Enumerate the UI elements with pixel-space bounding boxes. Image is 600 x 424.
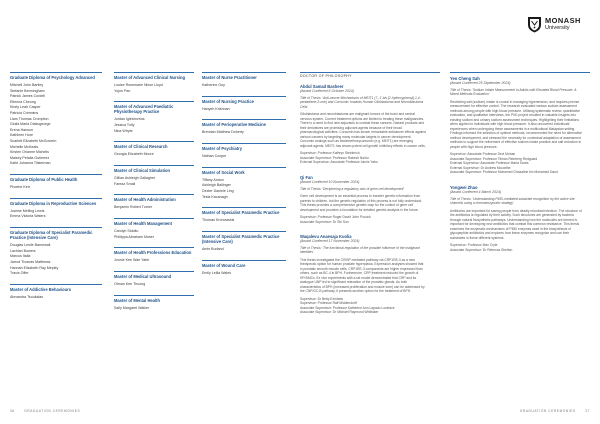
course-title: Graduate Diploma of Psychology Advanced [10,75,95,80]
graduate-name: Thomas Kronowskis [202,218,235,223]
supervisor-line: Supervisor: Professor Ralf Middendorff [300,301,357,306]
course-entry [202,207,286,224]
graduate-name: Yeo Cheng Sah [450,76,480,81]
footer-right [520,409,590,413]
course-title: Master of Specialist Paramedic Practice [202,210,280,216]
graduate-name: Erena Hanson [10,127,33,132]
thesis-abstract: Glioblastoma and neuroblastoma are malignant tumors of the brain and central nervous system. Current treatment options are limited to treating these malignancies. There is a need to find new adjuvants to combat these cancers. Natural products and their derivatives are promising adjuvant agents because of their broad pharmacological activities. Curcumin has shown remarkable anticancer effects against various cancers by targeting many molecular targets in cancer development. Curcumin analogs such as bisdemethoxycurcumin (e.g. MEIT1) are emerging adjuvant agents. MEIT1 has shown potent cell growth inhibitory effects in cancer cells. [300,112,426,148]
graduate-name: Georgia Elizabeth Moore [114,152,154,157]
course-entry [114,141,194,158]
graduate-name: Mitchell John Bartley [10,83,44,88]
course-entry [202,231,286,253]
course-title: Master of Medical Ultrasound [114,273,172,279]
supervisor-line: Supervisor: Professor Max Cryle [450,243,498,248]
award-date: (Award Conferred 4 March 2024) [450,190,502,194]
course-title: Master of Clinical Research [114,144,168,150]
thesis-abstract: This thesis investigated the CRISP mediated pathway via CRP1RE-3 as a new therapeutic option for human prostate hyperplasia. Expression analyses showed that in prostatic smooth muscle cells, CRP1RE-3 components are higher expressed than others, such as BC-4 in BPH. Furthermore, CRP treatment reduced the growth of HPrSMCs. Ex vivo experiments with a rat model demonstrated that CRP and its analogue UNP led to significant relaxation of the prostatic glands. As both characteristics of BPH (increased proliferation and muscle tone) can be addressed by the CNP/GC-B pathway, it presents another option for the treatment of BPH. [300,257,425,294]
supervisor-line: External Supervisor: Dr Andrew Mccarthe [450,165,511,170]
divider-rule [450,72,590,73]
graduate-name: Etienna Cheung [10,99,36,104]
supervisor-line: Associate Supervisor: Professor Mohamed Ghazaline bin Mohamed Daud [450,170,558,175]
supervisor-line: External Supervisor: Associate Professor Ionnis Yabu [300,160,378,165]
supervisor-line: Supervisor: Professor Kathryn Steinbrich [300,151,360,156]
course-title: Master of Wound Care [202,262,246,268]
award-date: (Award Conferred 6 October 2024) [300,89,354,94]
course-entry [10,284,102,301]
graduate-name: Waqalevu Anaesaja Kuolia [300,234,352,240]
course-entry [10,198,102,220]
thesis-entry [450,76,585,175]
graduate-name: Jordan Iglesborrius [114,117,145,122]
graduate-name: Liam Thomas Crompton [10,116,49,121]
graduate-name: Joanne Melling Lewis [10,208,45,213]
graduate-name: Douglas Leslie Barnewall [10,243,51,248]
course-entry [202,72,286,89]
graduate-name: Tesla Kavanagh [202,194,228,199]
graduate-name: Phoebe Kerr [10,185,31,190]
graduate-name: Patrick James Cordell [10,94,45,99]
graduate-name: Brendan Matthew Doherty [202,130,244,135]
graduate-name: Emma Victoria Waters [10,214,46,219]
award-date: (Award Conferred 10 November 2024) [300,180,360,184]
course-entry [114,247,194,264]
thesis-abstract: Restricting salt (sodium) intake is crucial in managing hypertension, and requires precise measurement for effective control. The research evaluated various sodium assessment methods among people with high blood pressure. Utilising systematic review, quantitative evaluation, and qualitative interviews, the PhD project resulted in valuable insights into existing sodium and urinary sodium assessment techniques. Highlighting their limitations when applied to individuals with high blood pressure. It also uncovered individuals' experiences when undergoing these assessments in a multicultural Malaysian setting. Findings informed the selection of optimal methods, recommended the need for alternative method development, and stressed the necessity for contextual adaptation of assessment methods to support the refinement of effective sodium intake practice and salt reduction in people with high blood pressure. [450,99,582,149]
graduate-name: Benjamin Robert Turner [114,205,153,210]
supervisor-line: Supervisor: Associate Professor Devi Mohan [450,152,516,157]
course-title: Master of Advanced Clinical Nursing [114,75,186,80]
course-entry [202,143,286,160]
supervisor-line: Associate Supervisor: Professor Rakesh Naidu [300,155,369,160]
course-entry [202,96,286,113]
graduate-name: Jessica Tully [114,123,135,128]
supervisor-line: Associate Supervisor: Professor Tilman Reinberg Redguard [450,156,538,161]
course-title: Master of Mental Health [114,297,160,303]
graduate-name: Tiffany Andon [202,177,224,182]
graduate-name: Hanyeh Krishnan [202,106,230,111]
supervisor-line: Associate Supervisor: Dr Michael Raymond Whittaker [300,310,379,315]
thesis-entry [450,185,585,252]
course-entry [114,271,194,288]
page-number: 36 [10,409,15,413]
graduate-name: Nina Whyte [114,128,133,133]
course-title: Master of Health Administration [114,197,176,203]
footer-label: GRADUATION CEREMONIES [24,409,81,413]
graduate-name: Abdul Samad Basheer [300,84,344,89]
supervisor-line: Associate Supervisor: Dr Shi Sun [300,219,349,224]
course-title: Master of Health Professions Education [114,250,192,256]
section-heading: DOCTOR OF PHILOSOPHY [300,74,352,78]
logo-subtext: University [545,24,570,31]
graduate-name: Kathleen Hore [10,133,33,138]
course-title: Master of Social Work [202,169,245,175]
graduate-name: Nathan Cooper [202,154,227,159]
graduate-name: Emily Leilla Wales [202,270,232,275]
course-title: Master of Advanced Paediatric Physiotherapy Practice [114,104,174,115]
footer-label: GRADUATION CEREMONIES [519,409,576,413]
supervisor-line: Associate Supervisor: Dr Rebecca Shelton [450,247,513,252]
course-entry [10,174,102,191]
graduate-name: Dexter Daniele Ling [202,189,234,194]
thesis-entry [300,84,426,165]
graduate-name: Alexandra Tsoukalas [10,294,44,299]
supervisor-line: Supervisor: Dr Betty Exintaris [300,296,344,301]
graduate-name: Carolyn Sidoltu [114,229,139,233]
graduate-name: Qi Fan [300,174,313,180]
graduate-name: Phillippa Abraham Moser [114,234,154,239]
graduate-name: Jarrod Thomas Matthews [10,259,51,264]
logo-wordmark: MONASH [545,15,581,25]
thesis-column-2 [450,76,585,262]
graduate-name: Maisey Petalia Gutierrez [10,155,50,160]
graduate-name: Gillian Ashleigh Gallagher [114,176,156,181]
course-entry [114,194,194,211]
thesis-column-1 [300,84,426,325]
graduate-name: Sally Margaret Walker [114,305,150,310]
course-entry [202,119,286,136]
graduate-name: Michelle McKeats [10,144,39,149]
award-date: (Award Conferred 25 September 2024) [450,81,511,86]
course-entry [114,218,194,240]
thesis-abstract: Germ cell development is an essential process to transfer genetic information from parents to children, but the genetic regulation of this process is not fully understood. This thesis provides a comprehensive genetic map for the control of germ cell development and provides a foundation for detailed genetic analysis in the future. [300,194,423,212]
graduate-name: Scarlett Elizabeth McGoverin [10,139,57,144]
thesis-entry [300,234,426,315]
graduate-name: Ashleigh Ballinger [202,183,231,188]
course-entry [202,167,286,200]
divider-rule [300,72,440,73]
thesis-title: Title of Thesis: 'Anti-cancer Mechanisms of MEIT1 (7-,1'-bis [2-hydroxyphenyl]-1,4-pentadiene-3-one) and Curcumin: towards Human Glioblastoma and Neuroblastoma Cells' [300,95,424,109]
graduate-name: Yongwei Zhao [450,184,478,190]
course-title: Master of Specialist Paramedic Practice (Intensive Care) [202,233,280,244]
course-title: Master of Psychiatry [202,146,243,152]
course-title: Graduate Diploma in Reproductive Sciences [10,200,97,206]
footer-left [10,409,80,413]
graduate-name: Hannah Elizabeth Ray Mepley [10,265,59,270]
graduate-name: Kaite Johanna Tilsterman [10,161,51,166]
thesis-title: Title of Thesis: 'Understanding P450-mediated substrate recognition by the active site channels using a chemoenzymatic strategy' [450,196,575,206]
graduate-name: Giulia Maria Diakogeorge [10,122,51,127]
supervisor-line: Supervisor: Professor Roger David John Pocock [300,215,371,220]
graduate-name: Fareaz Small [114,181,136,186]
left-column-2 [114,72,194,318]
course-entry [114,72,194,94]
supervisor-line: Associate Supervisor: Professor Katherine Ann Lapadu Lovelace [300,305,395,310]
thesis-abstract: Antibiotics are important for saving people from deadly microbial infection. The structure of the antibiotics is regulated by their activity. Such structures are generated by bacteria through natural biosynthetic pathways. Understanding how the molecules are formed is important for developing new antibiotics that combat this common resistance. This thesis examines the enzymatic mechanisms of P450 enzymes used in the biosynthesis of glycopeptide antibiotics and explores how these enzymes recognise and use their substrates in these different systems. [450,208,582,240]
supervisor-line: External Supervisor: Associate Professor Maria Santa [450,161,529,166]
course-title: Master of Health Management [114,220,173,226]
thesis-title: Title of Thesis: 'Deciphering a regulatory axis of germ cell development' [300,186,405,191]
graduate-name: Louise Rosemarie Nixon Lloyd [114,83,163,88]
graduate-name: Otman Kee Thuong [114,281,146,286]
award-date: (Award Conferred 17 November 2024) [300,239,360,244]
graduate-name: Kirsten Orianne Michelis [10,150,49,155]
course-title: Master of Clinical Simulation [114,167,170,173]
page-number: 37 [585,409,590,413]
course-entry [114,165,194,187]
monash-logo [527,14,591,34]
graduate-name: Lachlan Bowers [10,248,36,253]
graduate-name: Amie Burland [202,247,224,252]
course-entry [202,260,286,277]
course-title: Master of Perioperative Medicine [202,122,266,128]
thesis-title: Title of Thesis: 'The functional regulation of the prostate Influence of the malignant identities' [300,245,420,255]
graduate-name: Katherine Guy [202,83,225,88]
course-title: Graduate Diploma of Public Health [10,177,78,182]
graduate-name: Stefanie Bermingham [10,88,45,93]
course-entry [10,227,102,277]
thesis-entry [300,175,426,224]
course-entry [114,101,194,134]
monash-crest-icon [527,16,542,33]
thesis-title: Title of Thesis: 'Sodium Intake Measurement in Adults with Elevated Blood Pressure: A Mixed Methods Evaluation' [450,87,577,97]
left-column-3 [202,72,286,283]
course-title: Master of Nursing Practice [202,98,254,104]
course-entry [114,295,194,312]
graduate-name: Yujun Pan [114,88,131,93]
graduate-name: Jonnie Kee Wan Yatei [114,258,150,263]
graduate-name: Marcus Italia [10,254,31,259]
graduate-name: Travis Offer [10,271,29,276]
left-column-1 [10,72,102,307]
course-title: Master of Addictive Behaviours [10,286,72,292]
course-entry [10,72,102,167]
course-title: Graduate Diploma of Specialist Paramedic Practice (Intensive Care) [10,229,93,241]
graduate-name: Patricia Crimmins [10,111,39,116]
course-title: Master of Nurse Practitioner [202,75,257,80]
graduate-name: Kirsty Leah Casper [10,105,41,110]
